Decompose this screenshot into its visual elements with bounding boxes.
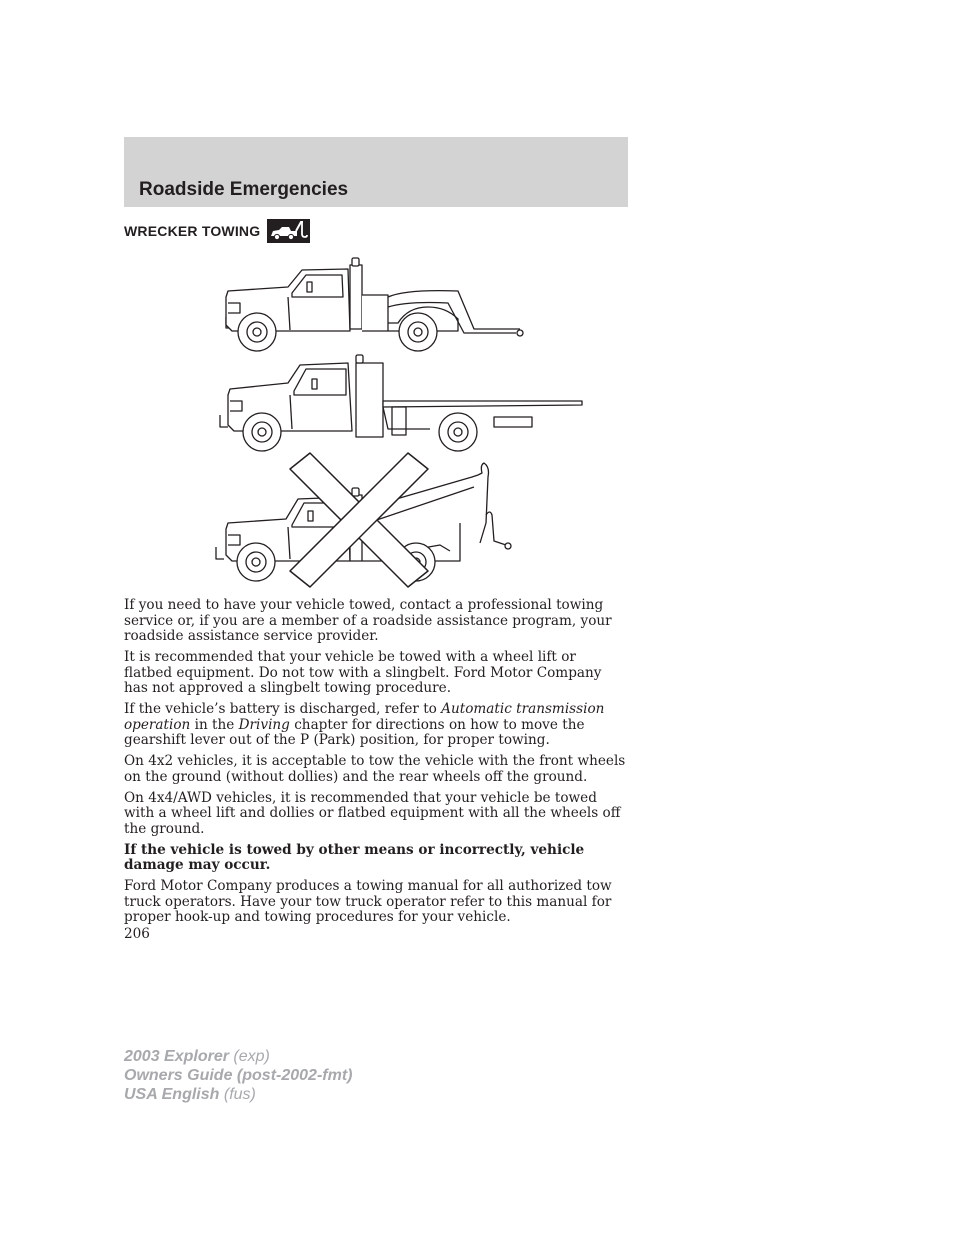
section-title: WRECKER TOWING [124, 223, 261, 239]
footer-guide: Owners Guide (post-2002-fmt) [124, 1067, 353, 1084]
footer-line-3 [124, 1085, 352, 1104]
tow-truck-icon [267, 219, 310, 243]
wheel-lift-truck [226, 258, 523, 351]
paragraph-towing-manual: Ford Motor Company produces a towing manual for all authorized tow truck operators. Have your tow truck operator refer to this manual for proper hook-up and towing procedures for your vehicle. [124, 878, 612, 925]
page-number: 206 [124, 926, 150, 942]
page-title: Roadside Emergencies [139, 179, 349, 200]
footer-model: 2003 Explorer [124, 1048, 229, 1065]
paragraph-4x4-awd: On 4x4/AWD vehicles, it is recommended that your vehicle be towed with a wheel lift and dollies or flatbed equipment with all the wheels off the ground. [124, 789, 621, 837]
paragraph-battery-discharged [124, 702, 628, 749]
footer [124, 1047, 352, 1104]
text-middle: in the [190, 716, 239, 733]
paragraph-towing-service: If you need to have your vehicle towed, contact a professional towing service or, if you are a member of a roadside assistance program, your roadside assistance service provider. [124, 597, 612, 644]
ref-topic: Automatic transmission operation [124, 701, 605, 733]
flatbed-truck [220, 355, 582, 451]
ref-chapter: Driving [238, 716, 290, 733]
footer-model-code: (exp) [228, 1048, 270, 1065]
text-before-ref: If the vehicle’s battery is discharged, refer to [124, 701, 442, 717]
footer-language: USA English [124, 1086, 220, 1103]
warning-paragraph: If the vehicle is towed by other means or incorrectly, vehicle damage may occur. [124, 841, 585, 873]
body-text [124, 598, 628, 931]
footer-language-code: (fus) [219, 1086, 256, 1103]
paragraph-recommended-method: It is recommended that your vehicle be towed with a wheel lift or flatbed equipment. Do not tow with a slingbelt. Ford Motor Company has not approved a slingbelt towing procedure. [124, 649, 602, 696]
text-after-ref: chapter for directions on how to move the gearshift lever out of the P (Park) position, for proper towing. [124, 716, 585, 748]
footer-line-2 [124, 1066, 352, 1085]
paragraph-4x2: On 4x2 vehicles, it is acceptable to tow the vehicle with the front wheels on the ground (without dollies) and the rear wheels off the ground. [124, 753, 626, 785]
towing-methods-illustration [210, 255, 590, 595]
section-heading [124, 219, 310, 243]
header-band [124, 137, 628, 207]
footer-line-1 [124, 1047, 352, 1066]
